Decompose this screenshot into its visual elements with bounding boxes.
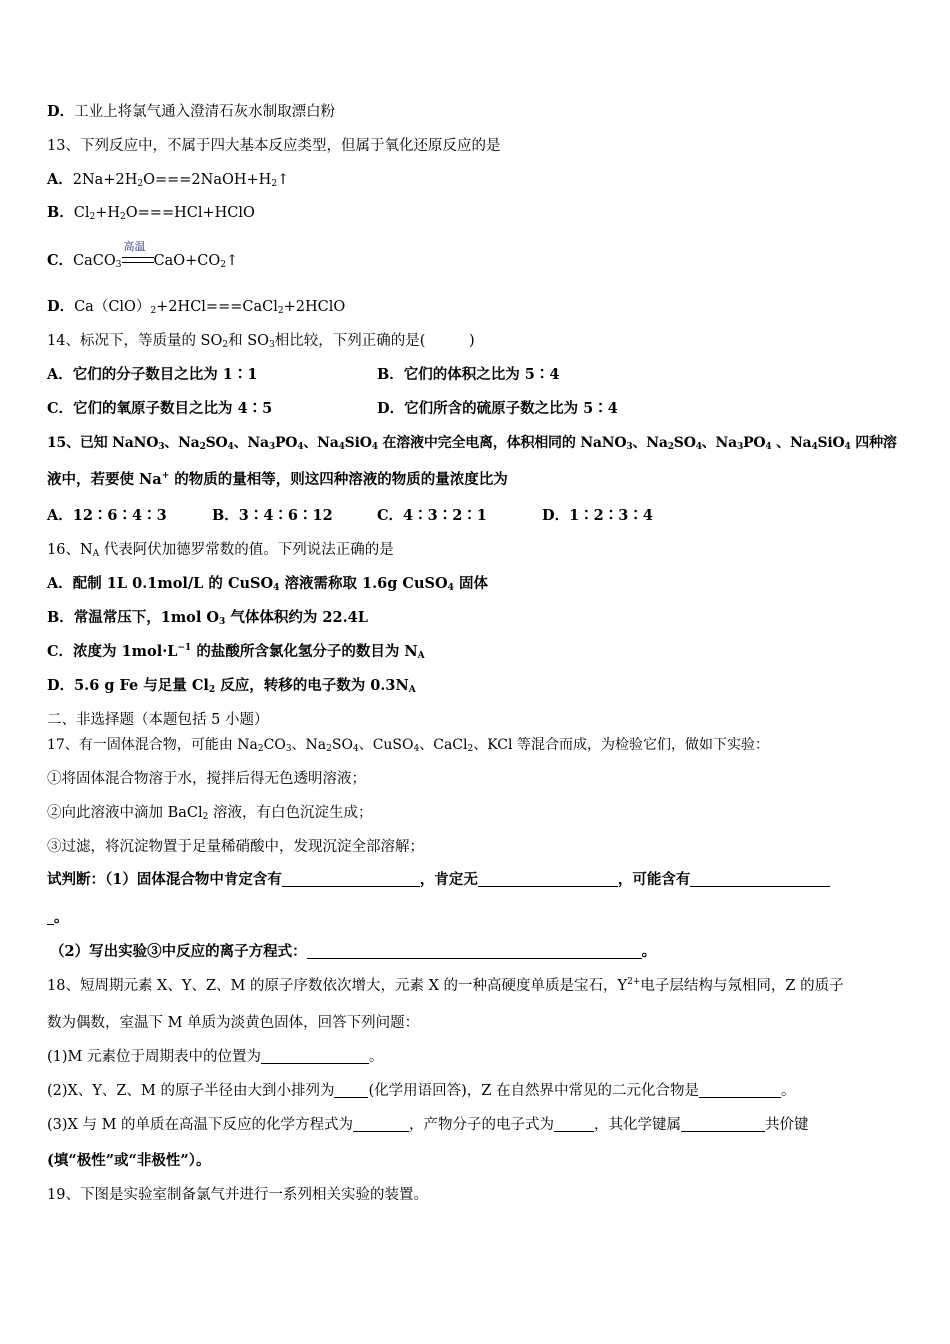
subscript: 2 bbox=[120, 212, 126, 222]
q15-option-d: D．1∶2∶3∶4 bbox=[542, 507, 653, 524]
q16-option-a bbox=[47, 574, 488, 594]
q13-option-d bbox=[47, 297, 345, 317]
question-text: (化学用语回答)，Z 在自然界中常见的二元化合物是 bbox=[368, 1083, 699, 1099]
formula-part: Ca（ClO） bbox=[74, 299, 151, 315]
answer-blank[interactable] bbox=[478, 872, 618, 887]
question-text: 。 bbox=[369, 1049, 384, 1065]
subscript: 4 bbox=[297, 442, 304, 452]
superscript: + bbox=[161, 471, 170, 481]
answer-blank[interactable] bbox=[47, 910, 54, 925]
option-text: 的盐酸所含氯化氢分子的数目为 N bbox=[191, 643, 418, 660]
q18-part3-note: (填“极性”或“非极性”）。 bbox=[47, 1152, 211, 1169]
question-text: 、Na bbox=[164, 435, 200, 451]
subscript: 2 bbox=[326, 744, 332, 754]
q13-stem bbox=[47, 136, 500, 156]
subscript: 3 bbox=[285, 744, 292, 754]
subscript: 2 bbox=[220, 260, 227, 270]
answer-blank[interactable] bbox=[307, 944, 642, 959]
q18-stem-line1 bbox=[47, 976, 844, 996]
subscript: 3 bbox=[268, 442, 275, 452]
q16-option-b bbox=[47, 608, 368, 628]
formula-part: +2HCl===CaCl bbox=[156, 299, 278, 315]
subscript: 2 bbox=[667, 442, 674, 452]
q18-stem-line2: 数为偶数，室温下 M 单质为淡黄色固体，回答下列问题： bbox=[47, 1015, 420, 1031]
option-text: 气体体积约为 22.4L bbox=[225, 609, 368, 626]
option-label: D． bbox=[47, 298, 75, 315]
question-text: 电子层结构与氖相同，Z 的质子 bbox=[640, 978, 844, 994]
option-label: D． bbox=[47, 103, 75, 120]
question-text: PO bbox=[743, 435, 766, 451]
question-text: 和 SO bbox=[228, 333, 270, 349]
subscript: 4 bbox=[844, 442, 851, 452]
subscript: 3 bbox=[115, 260, 122, 270]
question-text: 16、N bbox=[47, 542, 93, 558]
question-text: 14、标况下，等质量的 SO bbox=[47, 333, 223, 349]
question-text: (3)X 与 M 的单质在高温下反应的化学方程式为 bbox=[47, 1117, 354, 1133]
q14-option-d: D．它们所含的硫原子数之比为 5∶4 bbox=[377, 400, 618, 417]
formula-part: ↑ bbox=[277, 172, 290, 188]
subscript: A bbox=[92, 549, 100, 559]
subscript: 4 bbox=[273, 583, 280, 593]
q15-stem-line1 bbox=[47, 433, 897, 453]
q17-judge-end bbox=[47, 908, 69, 928]
question-text: 18、短周期元素 X、Y、Z、M 的原子序数依次增大，元素 X 的一种高硬度单质是宝石，Y bbox=[47, 978, 628, 994]
q18-part1 bbox=[47, 1047, 384, 1067]
question-text: 、Na bbox=[771, 435, 812, 451]
subscript: 3 bbox=[219, 617, 226, 627]
reaction-equals-sign bbox=[122, 240, 154, 266]
subscript: 2 bbox=[467, 744, 474, 754]
question-text: 在溶液中完全电离，体积相同的 NaNO bbox=[377, 435, 627, 451]
answer-blank[interactable] bbox=[282, 872, 420, 887]
formula-part: +H bbox=[95, 205, 121, 221]
reaction-condition: 高温 bbox=[123, 240, 146, 253]
formula-part: 2Na+2H bbox=[72, 172, 138, 188]
subscript: 2 bbox=[271, 179, 278, 189]
subscript: 4 bbox=[413, 744, 420, 754]
subscript: 3 bbox=[158, 442, 165, 452]
subscript: 2 bbox=[277, 306, 284, 316]
question-text: SiO bbox=[817, 435, 845, 451]
question-text: SO bbox=[205, 435, 228, 451]
subscript: 2 bbox=[137, 179, 144, 189]
question-text: (1)M 元素位于周期表中的位置为 bbox=[47, 1049, 261, 1065]
q15-option-b: B．3∶4∶6∶12 bbox=[212, 507, 333, 524]
subscript: 2 bbox=[150, 306, 157, 316]
q13-option-b bbox=[47, 203, 255, 223]
answer-blank[interactable] bbox=[681, 1117, 765, 1132]
option-label: C． bbox=[47, 252, 74, 269]
q14-option-a: A．它们的分子数目之比为 1∶1 bbox=[47, 366, 258, 383]
subscript: A bbox=[408, 685, 416, 695]
subscript: 2 bbox=[89, 212, 96, 222]
question-text: CO bbox=[263, 737, 286, 753]
answer-blank[interactable] bbox=[261, 1049, 369, 1064]
question-text: 溶液，有白色沉淀生成； bbox=[208, 805, 373, 821]
question-text: ，可能含有 bbox=[617, 871, 691, 888]
q14-option-c: C．它们的氧原子数目之比为 4∶5 bbox=[47, 400, 273, 417]
q16-stem bbox=[47, 540, 394, 560]
question-text: 、Na bbox=[632, 435, 668, 451]
answer-blank[interactable] bbox=[353, 1117, 409, 1132]
formula-part: CaO+CO bbox=[153, 253, 221, 269]
question-text: ，肯定无 bbox=[419, 871, 478, 888]
section-heading: 二、非选择题（本题包括 5 小题） bbox=[47, 712, 269, 728]
formula-part: Cl bbox=[73, 205, 90, 221]
question-text: ，产物分子的电子式为 bbox=[409, 1117, 555, 1133]
subscript: A bbox=[417, 651, 425, 661]
q13-option-a bbox=[47, 170, 289, 190]
question-text: 。 bbox=[641, 943, 657, 960]
subscript: 3 bbox=[269, 340, 275, 350]
question-text: 代表阿伏加德罗常数的值。下列说法正确的是 bbox=[99, 542, 394, 558]
question-text: 、Na bbox=[233, 435, 269, 451]
question-text: 、CuSO bbox=[358, 737, 414, 753]
option-label: B． bbox=[47, 204, 74, 221]
question-text: 、CaCl bbox=[419, 737, 468, 753]
question-text: PO bbox=[274, 435, 298, 451]
subscript: 4 bbox=[338, 442, 345, 452]
formula-part: +2HClO bbox=[283, 299, 346, 315]
question-text: 。 bbox=[54, 909, 69, 926]
question-text: 、Na bbox=[303, 435, 339, 451]
subscript: 2 bbox=[202, 812, 209, 822]
question-text: 、KCl 等混合而成，为检验它们，做如下实验： bbox=[473, 737, 769, 753]
question-text: 液中，若要使 Na bbox=[47, 471, 162, 488]
question-text: SO bbox=[673, 435, 696, 451]
question-text: 共价键 bbox=[765, 1117, 809, 1133]
subscript: 3 bbox=[626, 442, 633, 452]
formula-part: O===HCl+HClO bbox=[125, 205, 255, 221]
q17-step3: ③过滤，将沉淀物置于足量稀硝酸中，发现沉淀全部溶解； bbox=[47, 839, 424, 855]
option-label: A． bbox=[47, 171, 73, 188]
subscript: 2 bbox=[208, 685, 216, 695]
question-text: 。 bbox=[780, 1083, 796, 1099]
formula-part: CaCO bbox=[73, 253, 116, 269]
subscript: 2 bbox=[257, 744, 264, 754]
formula-part: O===2NaOH+H bbox=[143, 172, 272, 188]
option-text: 工业上将氯气通入澄清石灰水制取漂白粉 bbox=[74, 104, 336, 120]
subscript: 4 bbox=[811, 442, 818, 452]
question-text: 试判断：（1）固体混合物中肯定含有 bbox=[47, 871, 282, 888]
q16-option-d bbox=[47, 676, 416, 696]
subscript: 4 bbox=[695, 442, 702, 452]
q19-stem: 19、下图是实验室制备氯气并进行一系列相关实验的装置。 bbox=[47, 1187, 428, 1203]
answer-blank[interactable] bbox=[699, 1083, 781, 1098]
superscript: 2+ bbox=[627, 977, 641, 987]
question-text: 、Na bbox=[701, 435, 738, 451]
question-text: （2）写出实验③中反应的离子方程式： bbox=[50, 943, 307, 960]
q15-option-c: C．4∶3∶2∶1 bbox=[377, 507, 487, 524]
q17-step1: ①将固体混合物溶于水，搅拌后得无色透明溶液； bbox=[47, 771, 366, 787]
answer-blank[interactable] bbox=[334, 1083, 368, 1098]
option-text: 反应，转移的电子数为 0.3N bbox=[215, 677, 409, 694]
q16-option-c bbox=[47, 642, 425, 662]
q14-stem bbox=[47, 331, 475, 351]
question-text: (2)X、Y、Z、M 的原子半径由大到小排列为 bbox=[47, 1083, 335, 1099]
answer-blank[interactable] bbox=[554, 1117, 594, 1132]
question-text: 、Na bbox=[291, 737, 327, 753]
subscript: 4 bbox=[447, 583, 454, 593]
q17-step2 bbox=[47, 803, 372, 823]
subscript: 4 bbox=[371, 442, 378, 452]
answer-blank[interactable] bbox=[690, 872, 830, 887]
option-text: A．配制 1L 0.1mol/L 的 CuSO bbox=[47, 575, 274, 592]
formula-part: ↑ bbox=[226, 253, 239, 269]
question-text: 13、下列反应中，不属于四大基本反应类型，但属于氧化还原反应的是 bbox=[47, 138, 501, 154]
q18-part2 bbox=[47, 1081, 795, 1101]
q17-part2 bbox=[50, 942, 656, 962]
q15-stem-line2 bbox=[47, 470, 508, 490]
question-text: 四种溶 bbox=[850, 435, 897, 451]
q17-stem bbox=[47, 735, 769, 755]
question-text: 的物质的量相等，则这四种溶液的物质的量浓度比为 bbox=[169, 471, 508, 488]
q17-judge-line bbox=[47, 870, 830, 890]
question-text: 15、已知 NaNO bbox=[47, 435, 159, 451]
subscript: 3 bbox=[737, 442, 744, 452]
question-text: ，其化学键属 bbox=[594, 1117, 682, 1133]
subscript: 2 bbox=[199, 442, 206, 452]
option-text: C．浓度为 1mol·L bbox=[47, 643, 178, 660]
option-text: B．常温常压下，1mol O bbox=[47, 609, 220, 626]
q13-option-c bbox=[47, 240, 239, 271]
subscript: 4 bbox=[352, 744, 359, 754]
subscript: 2 bbox=[222, 340, 229, 350]
option-text: D．5.6 g Fe 与足量 Cl bbox=[47, 677, 209, 694]
q14-option-b: B．它们的体积之比为 5∶4 bbox=[377, 366, 560, 383]
question-text: 17、有一固体混合物，可能由 Na bbox=[47, 737, 258, 753]
q15-option-a: A．12∶6∶4∶3 bbox=[47, 507, 167, 524]
question-text: ②向此溶液中滴加 BaCl bbox=[47, 805, 203, 821]
option-text: 溶液需称取 1.6g CuSO bbox=[279, 575, 448, 592]
q18-part3 bbox=[47, 1115, 809, 1135]
superscript: −1 bbox=[177, 643, 192, 653]
q12-option-d bbox=[47, 102, 335, 122]
question-text: 相比较，下列正确的是( ) bbox=[274, 333, 475, 349]
option-text: 固体 bbox=[453, 575, 488, 592]
subscript: 4 bbox=[227, 442, 234, 452]
question-text: SiO bbox=[344, 435, 372, 451]
subscript: 4 bbox=[765, 442, 772, 452]
question-text: SO bbox=[331, 737, 353, 753]
